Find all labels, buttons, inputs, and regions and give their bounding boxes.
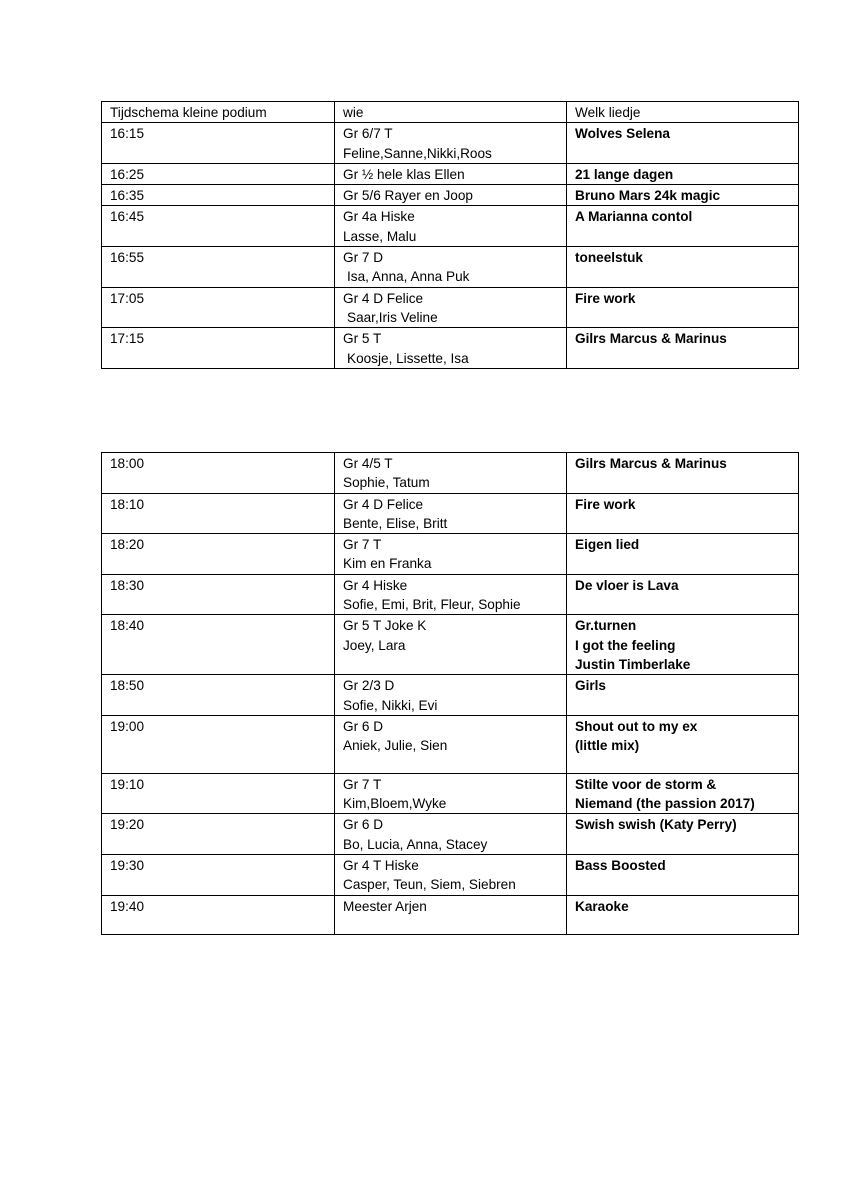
row-group: Gr 2/3 D [343, 678, 395, 694]
row-time: 19:00 [102, 715, 335, 773]
row-group: Gr 4 Hiske [343, 577, 408, 593]
row-who [335, 715, 567, 773]
table-row [102, 855, 799, 896]
row-song-title: toneelstuk [575, 250, 643, 266]
row-performers: Bente, Elise, Britt [343, 515, 448, 531]
row-song [567, 163, 799, 184]
row-song-artist: (little mix) [575, 738, 640, 754]
row-time: 19:40 [102, 895, 335, 934]
table-row [102, 615, 799, 675]
row-song [567, 247, 799, 288]
row-performers: Sofie, Nikki, Evi [343, 697, 438, 713]
row-time: 16:45 [102, 206, 335, 247]
row-who [335, 895, 567, 934]
row-time: 19:10 [102, 773, 335, 814]
row-song [567, 328, 799, 369]
table-row [102, 247, 799, 288]
row-group: Gr 4/5 T [343, 456, 393, 471]
row-who [335, 493, 567, 534]
row-song-title: Shout out to my ex [575, 718, 698, 734]
row-performers: Kim en Franka [343, 556, 432, 572]
row-song-title: A Marianna contol [575, 209, 693, 225]
row-song [567, 185, 799, 206]
row-group: Gr 5 T [343, 331, 382, 347]
row-time: 16:15 [102, 123, 335, 164]
row-song-title: Swish swish (Katy Perry) [575, 817, 737, 833]
row-song [567, 123, 799, 164]
row-song [567, 814, 799, 855]
table-row [102, 534, 799, 575]
row-group: Gr 6/7 T [343, 126, 393, 142]
row-who [335, 328, 567, 369]
row-song [567, 615, 799, 675]
row-time: 17:05 [102, 287, 335, 328]
row-song [567, 773, 799, 814]
row-song-title: Stilte voor de storm & [575, 776, 717, 792]
schedule-table-evening [101, 452, 799, 935]
row-who [335, 814, 567, 855]
row-group: Gr 4a Hiske [343, 209, 415, 225]
row-performers: Sofie, Emi, Brit, Fleur, Sophie [343, 597, 521, 613]
row-group: Gr 4 T Hiske [343, 858, 419, 874]
row-time: 18:10 [102, 493, 335, 534]
row-performers: Aniek, Julie, Sien [343, 738, 448, 754]
row-performers: Kim,Bloem,Wyke [343, 796, 447, 812]
row-group: Gr 4 D Felice [343, 496, 424, 512]
row-song-artist: Justin Timberlake [575, 656, 691, 672]
row-song-title: Gilrs Marcus & Marinus [575, 456, 727, 471]
row-performers: Isa, Anna, Anna Puk [347, 269, 470, 285]
row-who [335, 247, 567, 288]
row-time: 18:50 [102, 675, 335, 716]
row-song-title: Bass Boosted [575, 858, 666, 874]
row-song-title: Niemand (the passion 2017) [575, 796, 755, 812]
row-song-title: I got the feeling [575, 637, 676, 653]
table-row [102, 773, 799, 814]
row-who [335, 574, 567, 615]
row-performers: Feline,Sanne,Nikki,Roos [343, 145, 492, 161]
row-song [567, 715, 799, 773]
row-song-title: De vloer is Lava [575, 577, 679, 593]
header-time: Tijdschema kleine podium [102, 102, 335, 123]
row-song [567, 206, 799, 247]
table-row [102, 814, 799, 855]
row-time: 18:30 [102, 574, 335, 615]
row-who [335, 163, 567, 184]
row-song [567, 855, 799, 896]
row-time: 19:30 [102, 855, 335, 896]
row-performers: Casper, Teun, Siem, Siebren [343, 877, 516, 893]
table-row [102, 715, 799, 773]
row-group: Gr 6 D [343, 718, 384, 734]
row-song [567, 895, 799, 934]
table-row [102, 287, 799, 328]
row-time: 18:00 [102, 453, 335, 494]
row-time: 16:25 [102, 163, 335, 184]
row-who [335, 675, 567, 716]
row-who [335, 615, 567, 675]
row-performers: Sophie, Tatum [343, 475, 430, 491]
row-group: Gr 7 D [343, 250, 384, 266]
row-group: Gr ½ hele klas Ellen [343, 166, 465, 182]
row-time: 16:35 [102, 185, 335, 206]
row-who [335, 287, 567, 328]
row-song-title: Fire work [575, 496, 636, 512]
row-group: Gr 6 D [343, 817, 384, 833]
row-group: Gr 5 T Joke K [343, 618, 427, 634]
row-song-title: Bruno Mars 24k magic [575, 188, 721, 204]
header-song: Welk liedje [567, 102, 799, 123]
row-song [567, 287, 799, 328]
row-song-title: Girls [575, 678, 606, 694]
header-who: wie [335, 102, 567, 123]
row-who [335, 206, 567, 247]
row-time: 16:55 [102, 247, 335, 288]
schedule-table-small-stage [101, 101, 799, 369]
row-group: Gr 7 T [343, 537, 382, 553]
row-song-title: Eigen lied [575, 537, 640, 553]
row-performers: Bo, Lucia, Anna, Stacey [343, 836, 488, 852]
table-row [102, 675, 799, 716]
table-row [102, 123, 799, 164]
row-song-title: 21 lange dagen [575, 166, 674, 182]
table-row [102, 163, 799, 184]
table-row [102, 206, 799, 247]
row-song-title: Gr.turnen [575, 618, 637, 634]
row-who [335, 123, 567, 164]
row-who [335, 453, 567, 494]
table-header-row [102, 102, 799, 123]
row-song-title: Gilrs Marcus & Marinus [575, 331, 727, 347]
row-song [567, 675, 799, 716]
table-row [102, 453, 799, 494]
table-row [102, 895, 799, 934]
row-group: Gr 4 D Felice [343, 290, 424, 306]
row-song [567, 493, 799, 534]
row-group: Gr 7 T [343, 776, 382, 792]
row-song-title: Wolves Selena [575, 126, 670, 142]
row-who [335, 855, 567, 896]
row-who [335, 773, 567, 814]
row-who [335, 534, 567, 575]
table-row [102, 185, 799, 206]
row-song [567, 574, 799, 615]
row-song-title: Karaoke [575, 898, 629, 914]
row-song [567, 534, 799, 575]
row-performers: Lasse, Malu [343, 228, 417, 244]
row-performers: Joey, Lara [343, 637, 406, 653]
row-group: Gr 5/6 Rayer en Joop [343, 188, 473, 204]
row-time: 19:20 [102, 814, 335, 855]
table-row [102, 493, 799, 534]
table-row [102, 574, 799, 615]
table-row [102, 328, 799, 369]
row-performers: Koosje, Lissette, Isa [347, 350, 469, 366]
row-time: 17:15 [102, 328, 335, 369]
row-song [567, 453, 799, 494]
row-who [335, 185, 567, 206]
row-performers: Saar,Iris Veline [347, 309, 438, 325]
row-group: Meester Arjen [343, 898, 427, 914]
row-song-title: Fire work [575, 290, 636, 306]
row-time: 18:40 [102, 615, 335, 675]
row-time: 18:20 [102, 534, 335, 575]
